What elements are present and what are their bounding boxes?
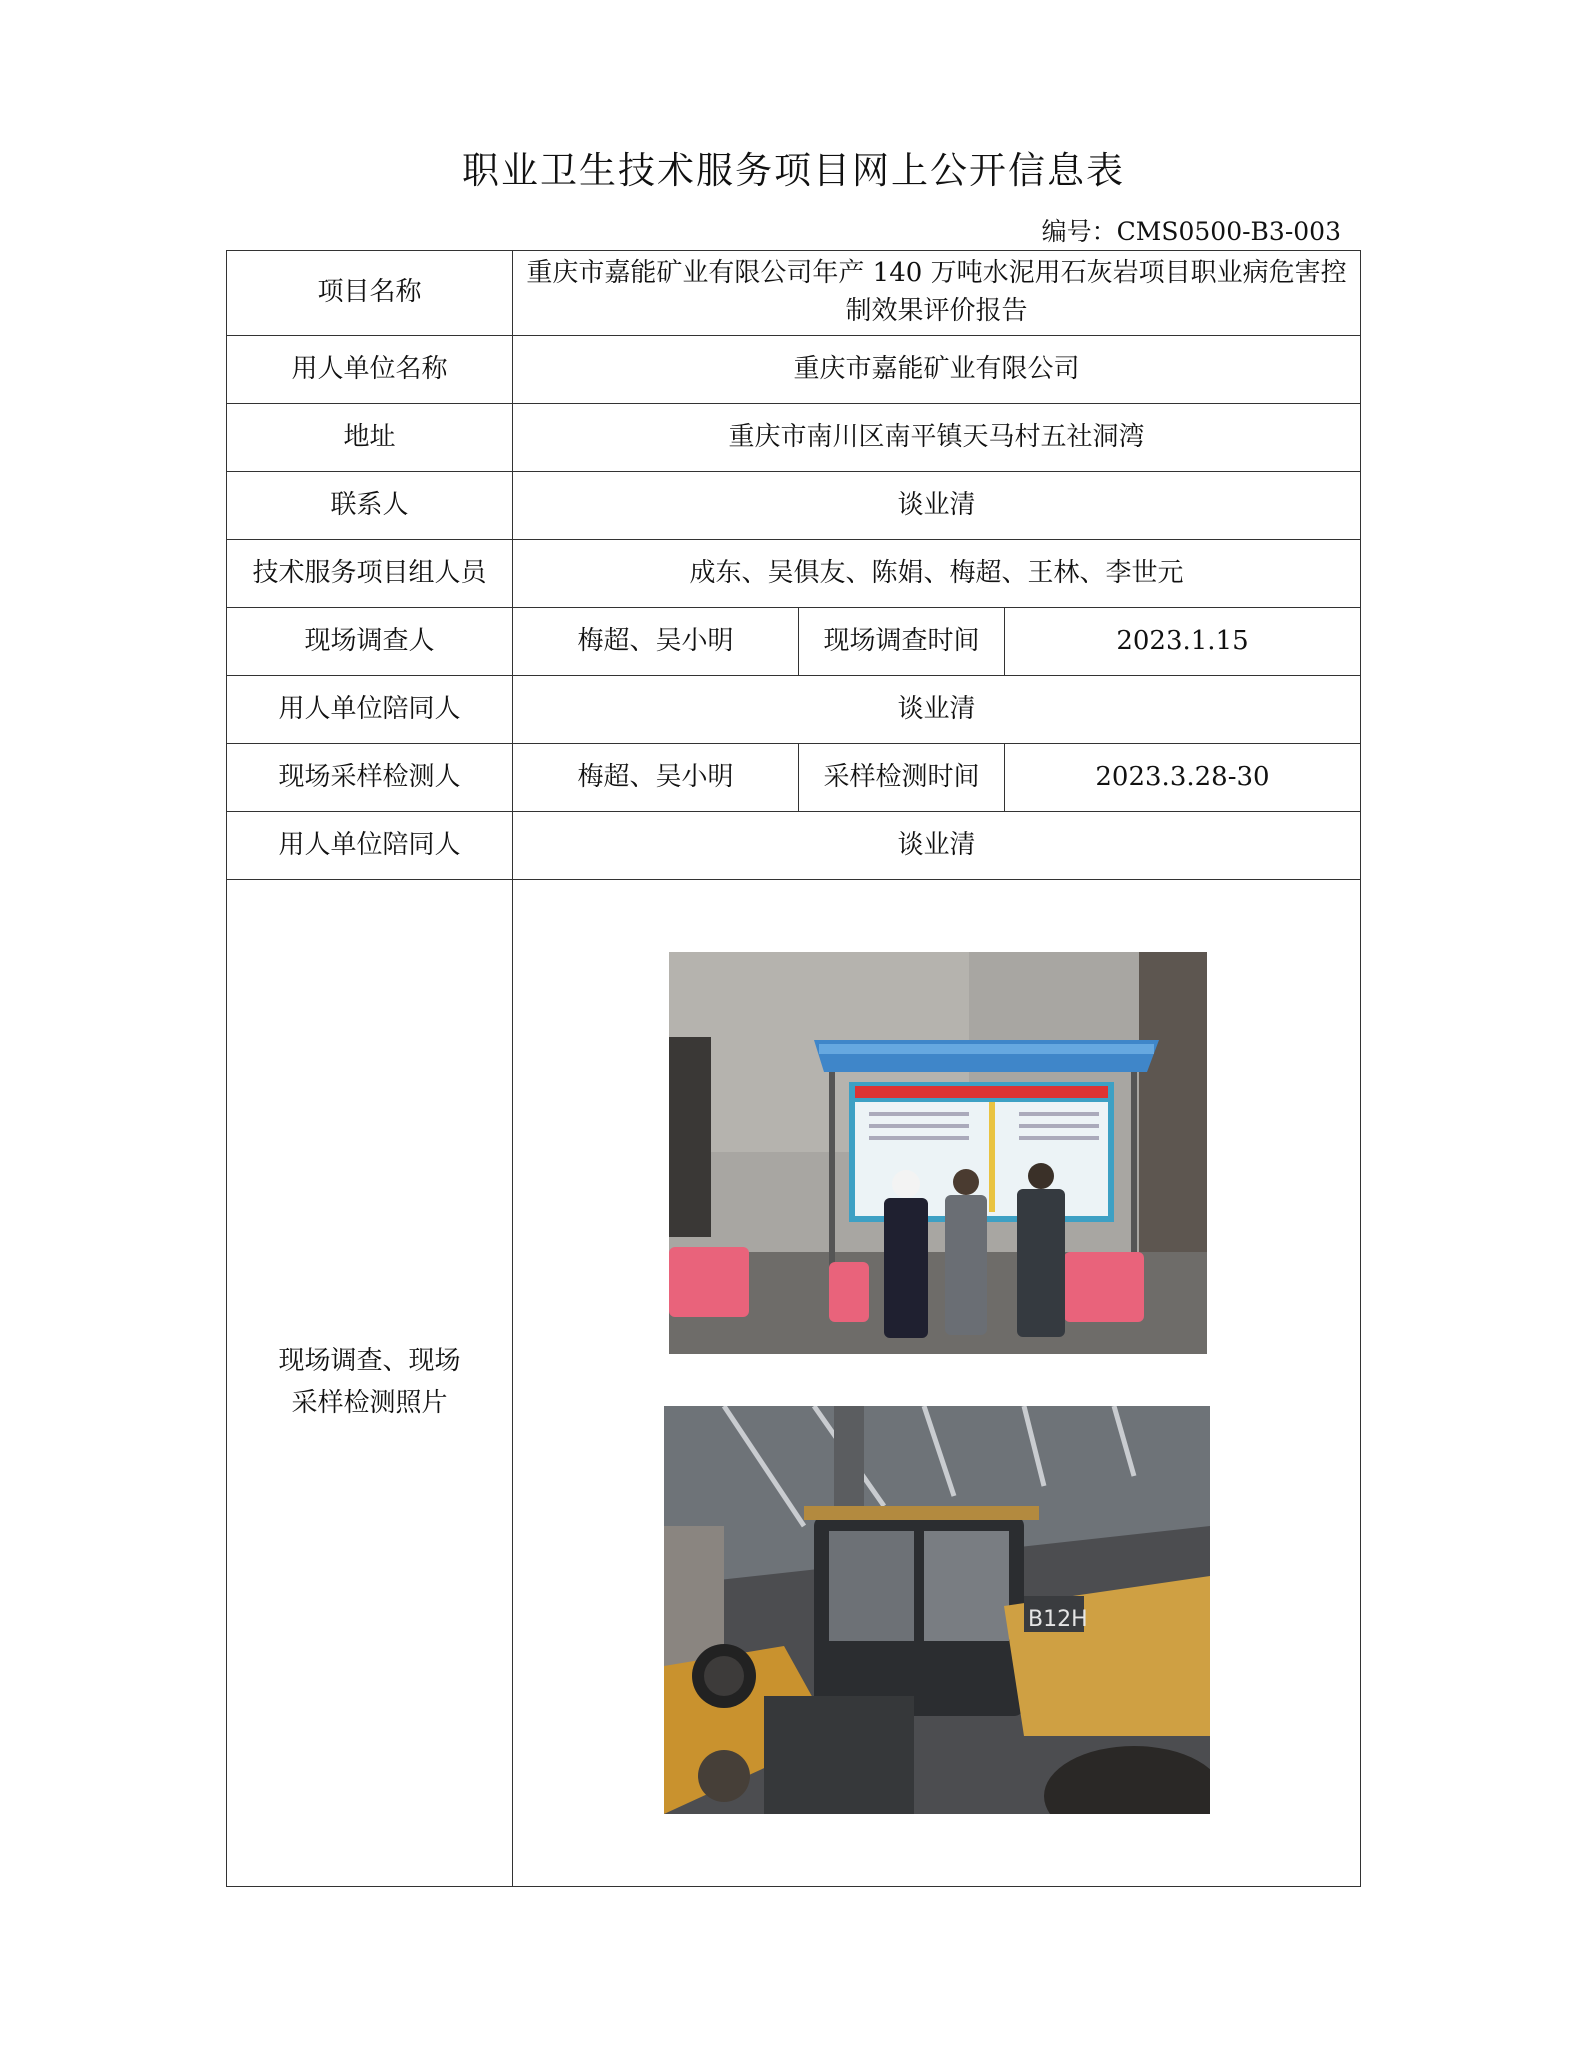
row-photos (227, 880, 1361, 1887)
survey-escort-label: 用人单位陪同人 (227, 676, 513, 744)
survey-escort-value: 谈业清 (513, 676, 1361, 744)
sampling-label: 现场采样检测人 (227, 744, 513, 812)
project-name-label: 项目名称 (227, 251, 513, 336)
row-contact (227, 472, 1361, 540)
team-label: 技术服务项目组人员 (227, 540, 513, 608)
document-title: 职业卫生技术服务项目网上公开信息表 (462, 149, 1125, 192)
site-sampling-photo (664, 1406, 1210, 1814)
row-project-name (227, 251, 1361, 336)
address-label: 地址 (227, 404, 513, 472)
survey-time-value: 2023.1.15 (1005, 608, 1361, 676)
row-sampling (227, 744, 1361, 812)
sampling-time-value: 2023.3.28-30 (1005, 744, 1361, 812)
team-value: 成东、吴俱友、陈娟、梅超、王林、李世元 (513, 540, 1361, 608)
survey-value: 梅超、吴小明 (513, 608, 799, 676)
row-survey-escort (227, 676, 1361, 744)
survey-label: 现场调查人 (227, 608, 513, 676)
row-address (227, 404, 1361, 472)
survey-time-label: 现场调查时间 (799, 608, 1005, 676)
contact-label: 联系人 (227, 472, 513, 540)
photos-label: 现场调查、现场采样检测照片 (227, 880, 513, 1887)
row-team (227, 540, 1361, 608)
sampling-escort-label: 用人单位陪同人 (227, 812, 513, 880)
document-number: 编号：CMS0500-B3-003 (1041, 217, 1341, 246)
sampling-escort-value: 谈业清 (513, 812, 1361, 880)
site-survey-photo-image (669, 952, 1207, 1354)
project-name-value: 重庆市嘉能矿业有限公司年产 140 万吨水泥用石灰岩项目职业病危害控制效果评价报告 (513, 251, 1361, 336)
photos-cell (513, 880, 1361, 1887)
vehicle-marking: B12H (1027, 1607, 1088, 1632)
info-table (226, 250, 1361, 1887)
site-survey-photo (669, 952, 1207, 1354)
contact-value: 谈业清 (513, 472, 1361, 540)
address-value: 重庆市南川区南平镇天马村五社洞湾 (513, 404, 1361, 472)
sampling-value: 梅超、吴小明 (513, 744, 799, 812)
employer-label: 用人单位名称 (227, 336, 513, 404)
row-employer (227, 336, 1361, 404)
site-sampling-photo-image (664, 1406, 1210, 1814)
row-sampling-escort (227, 812, 1361, 880)
sampling-time-label: 采样检测时间 (799, 744, 1005, 812)
row-survey (227, 608, 1361, 676)
employer-value: 重庆市嘉能矿业有限公司 (513, 336, 1361, 404)
